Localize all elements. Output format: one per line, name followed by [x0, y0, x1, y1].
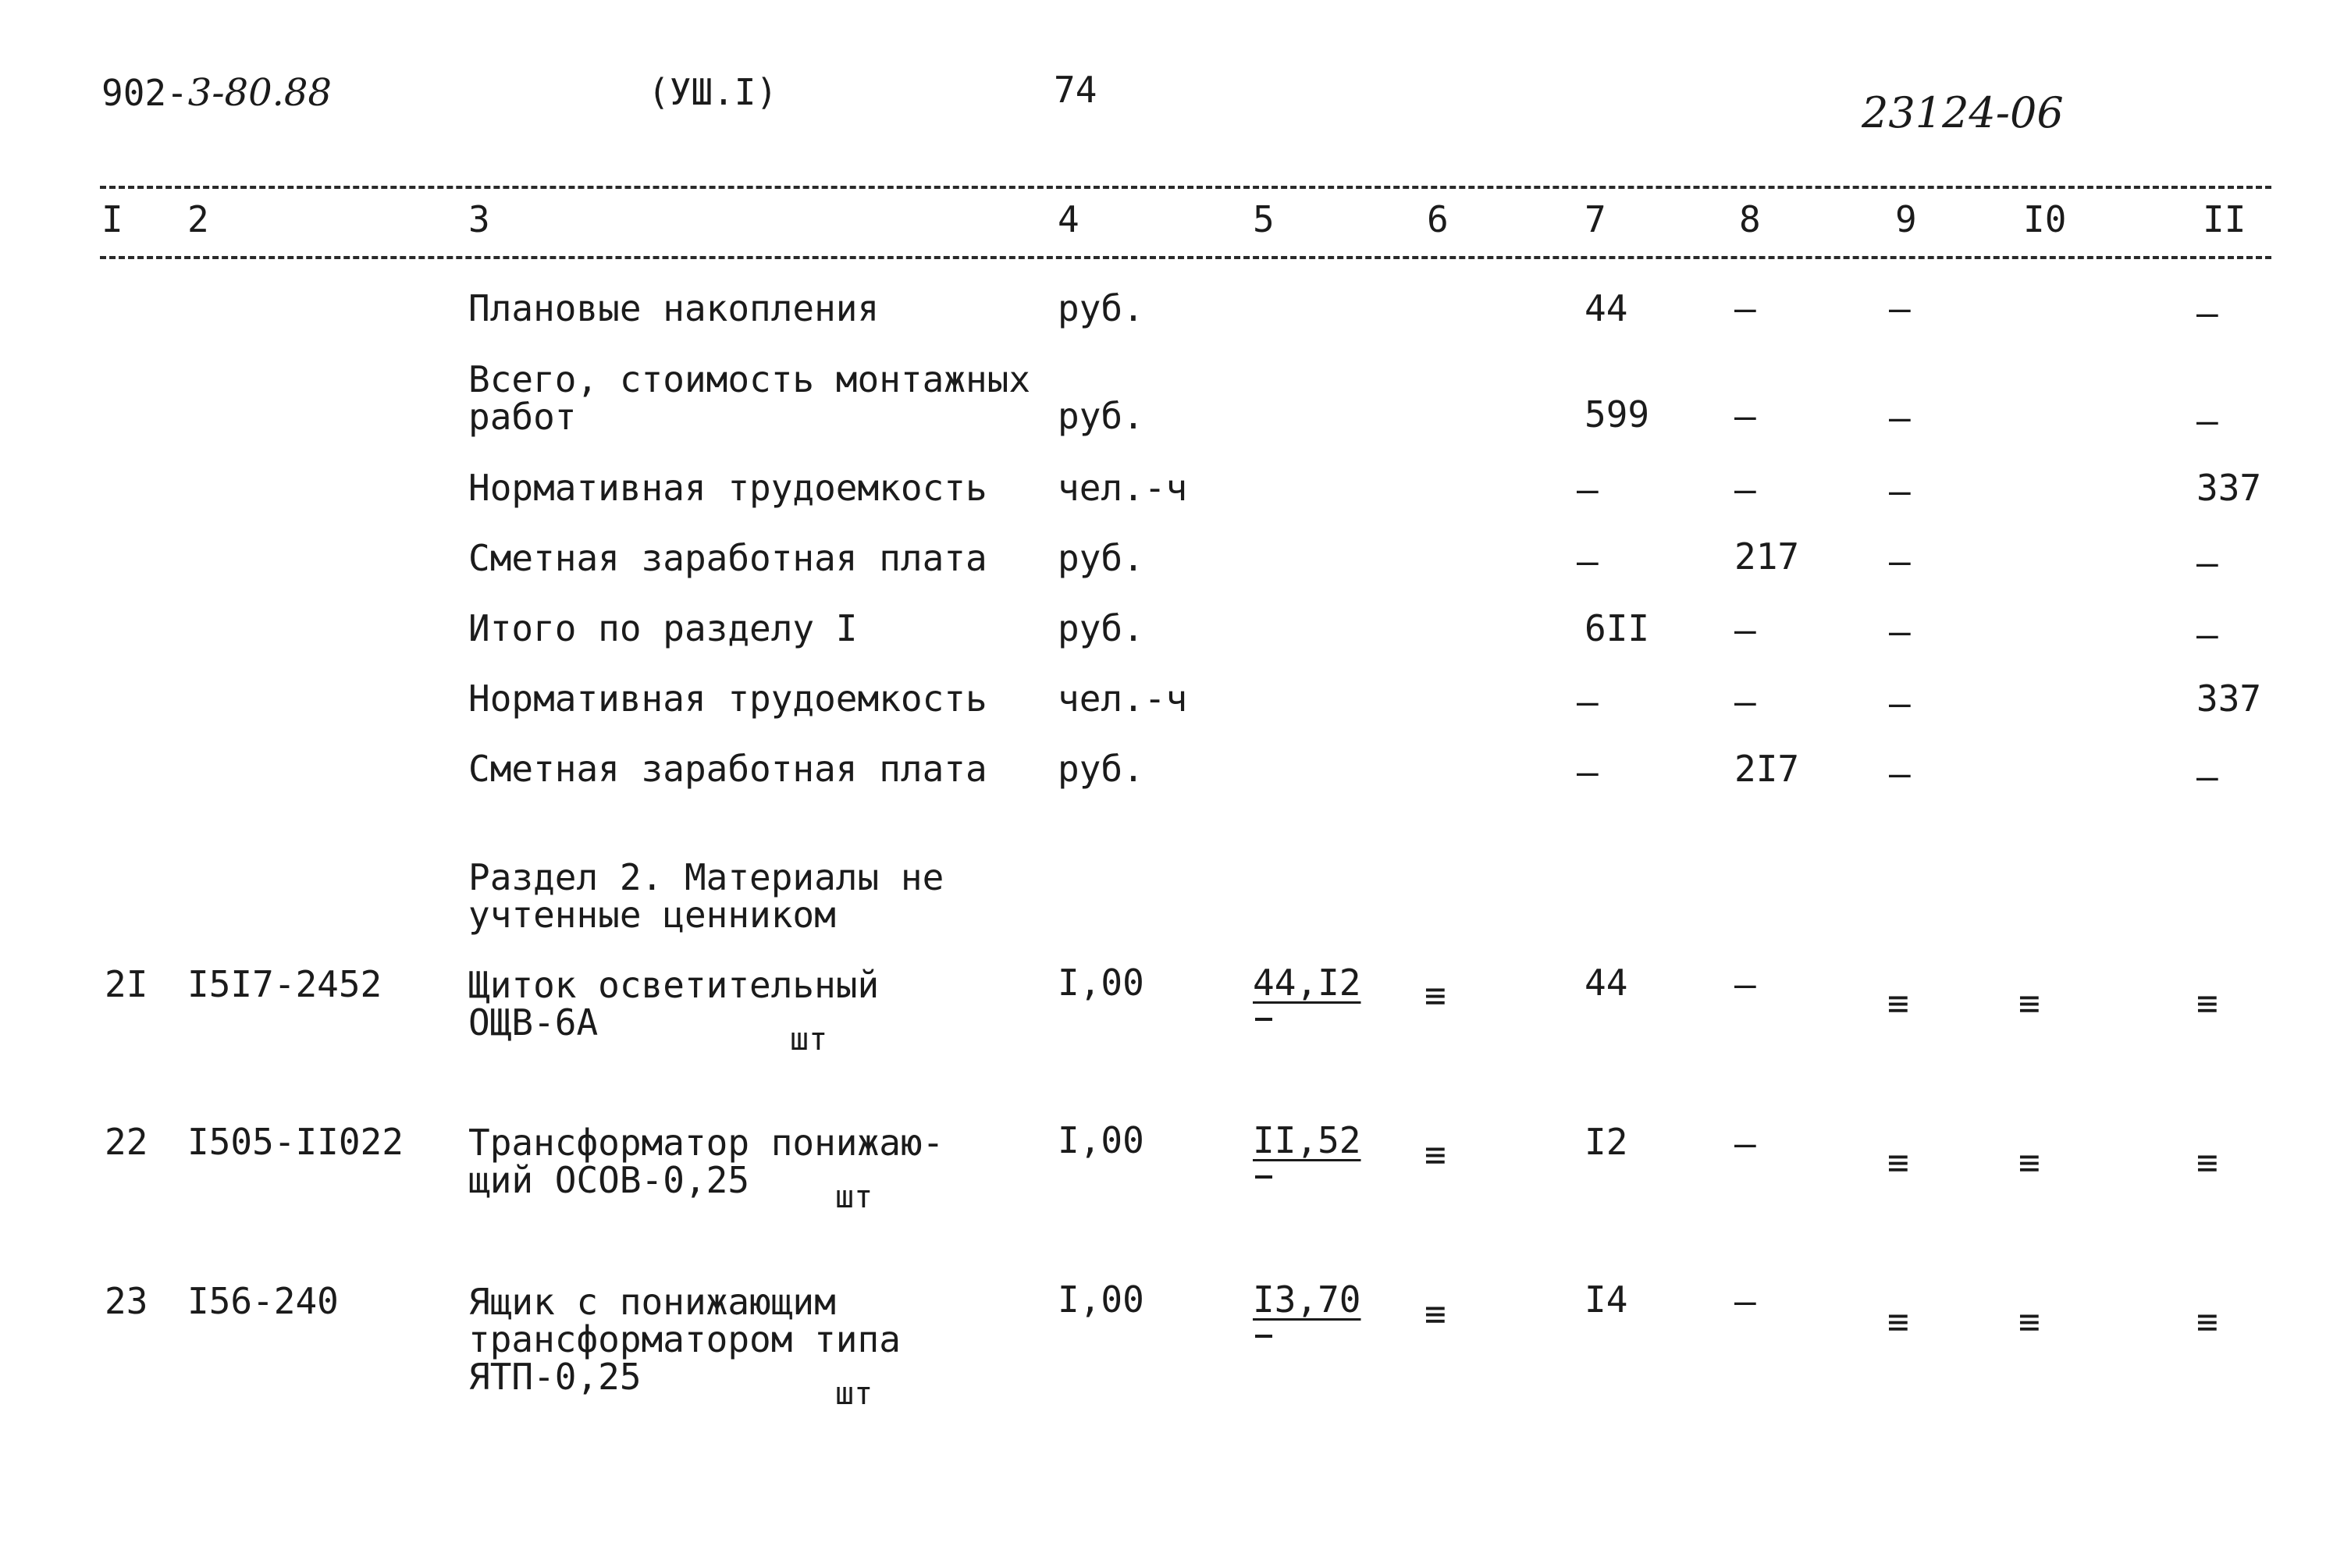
item-name: Трансформатор понижаю- щий ОСОВ-0,25	[468, 1122, 944, 1201]
row-unit: руб.	[1058, 537, 1144, 579]
doc-code-handwritten: 3-80.88	[187, 71, 332, 115]
price-dash	[1255, 1335, 1272, 1338]
item-col7: I2	[1585, 1121, 1628, 1163]
row-col11: –	[2196, 542, 2218, 584]
row-unit: чел.-ч	[1058, 677, 1188, 720]
item-code: I505-II022	[187, 1121, 404, 1163]
item-price: 44,I2	[1253, 962, 1361, 1004]
col-header-8: 8	[1739, 198, 1761, 240]
row-unit: чел.-ч	[1058, 467, 1188, 509]
row-col7: 599	[1585, 393, 1650, 436]
row-col8: 217	[1734, 535, 1800, 578]
item-price: II,52	[1253, 1119, 1361, 1161]
item-code: I5I7-2452	[187, 963, 382, 1005]
item-col11: ≡	[2196, 1300, 2218, 1342]
col-header-3: 3	[468, 198, 490, 240]
row-col9: –	[1889, 610, 1911, 652]
item-name: Ящик с понижающим трансформатором типа ЯТП-0,25	[468, 1281, 901, 1398]
item-col10: ≡	[2018, 982, 2040, 1024]
row-col9: –	[1889, 682, 1911, 724]
row-name: Нормативная трудоемкость	[468, 467, 987, 509]
item-qty: I,00	[1058, 1119, 1144, 1161]
row-col8: –	[1734, 681, 1756, 723]
section-2-title: Раздел 2. Материалы не учтенные ценником	[468, 856, 944, 936]
row-col9: –	[1889, 540, 1911, 582]
row-col8: –	[1734, 287, 1756, 329]
row-name: Сметная заработная плата	[468, 748, 987, 790]
col-header-1: I	[101, 198, 123, 240]
row-col7: –	[1577, 681, 1599, 723]
item-number: 22	[105, 1121, 148, 1163]
row-col11: 337	[2196, 677, 2262, 720]
row-name: Плановые накопления	[468, 287, 880, 329]
row-col8: –	[1734, 609, 1756, 651]
row-col8: –	[1734, 395, 1756, 437]
row-col11: –	[2196, 292, 2218, 334]
row-col8: 2I7	[1734, 748, 1800, 790]
doc-code-printed: 902-	[101, 72, 188, 114]
doc-code	[101, 71, 332, 115]
row-name: Всего, стоимость монтажных работ	[468, 358, 1031, 438]
item-unit: шт	[790, 1022, 828, 1058]
row-col9: –	[1889, 752, 1911, 795]
col-header-10: I0	[2023, 198, 2067, 240]
row-col11: –	[2196, 613, 2218, 656]
item-unit: шт	[835, 1179, 873, 1215]
item-name: Щиток осветительный ОЩВ-6А	[468, 964, 880, 1044]
row-col9: –	[1889, 396, 1911, 439]
archive-number: 23124-06	[1862, 88, 2064, 137]
item-qty: I,00	[1058, 1278, 1144, 1321]
item-col6: ≡	[1424, 1292, 1446, 1335]
header-rule-top	[100, 186, 2271, 189]
price-dash	[1255, 1175, 1272, 1179]
row-unit: руб.	[1058, 607, 1144, 649]
item-col8: –	[1734, 1122, 1756, 1164]
item-col9: ≡	[1887, 1141, 1909, 1183]
row-col9: –	[1889, 287, 1911, 329]
row-col7: 6II	[1585, 607, 1650, 649]
col-header-2: 2	[187, 198, 209, 240]
item-col8: –	[1734, 963, 1756, 1005]
col-header-6: 6	[1427, 198, 1449, 240]
item-col11: ≡	[2196, 982, 2218, 1024]
item-qty: I,00	[1058, 962, 1144, 1004]
item-col10: ≡	[2018, 1141, 2040, 1183]
item-price: I3,70	[1253, 1278, 1361, 1321]
row-col11: –	[2196, 756, 2218, 798]
col-header-5: 5	[1253, 198, 1275, 240]
row-unit: руб.	[1058, 748, 1144, 790]
row-col11: 337	[2196, 467, 2262, 509]
row-unit: руб.	[1058, 395, 1144, 437]
item-col6: ≡	[1424, 1133, 1446, 1175]
col-header-4: 4	[1058, 198, 1079, 240]
item-col8: –	[1734, 1280, 1756, 1322]
price-dash	[1255, 1018, 1272, 1021]
section-code: (УШ.I)	[648, 71, 778, 113]
item-col10: ≡	[2018, 1300, 2040, 1342]
item-col7: 44	[1585, 962, 1628, 1004]
item-code: I56-240	[187, 1280, 339, 1322]
col-header-11: II	[2203, 198, 2246, 240]
col-header-7: 7	[1585, 198, 1606, 240]
row-col8: –	[1734, 468, 1756, 510]
item-col7: I4	[1585, 1278, 1628, 1321]
row-col9: –	[1889, 470, 1911, 512]
row-col7: –	[1577, 540, 1599, 582]
row-unit: руб.	[1058, 287, 1144, 329]
col-header-9: 9	[1895, 198, 1917, 240]
row-col11: –	[2196, 400, 2218, 442]
row-col7: –	[1577, 468, 1599, 510]
row-col7: 44	[1585, 287, 1628, 329]
header-rule-bottom	[100, 256, 2271, 259]
row-name: Итого по разделу I	[468, 607, 858, 649]
item-number: 2I	[105, 963, 148, 1005]
item-unit: шт	[835, 1376, 873, 1412]
page-number: 74	[1054, 69, 1097, 111]
item-col9: ≡	[1887, 1300, 1909, 1342]
item-col6: ≡	[1424, 974, 1446, 1016]
item-col11: ≡	[2196, 1141, 2218, 1183]
item-number: 23	[105, 1280, 148, 1322]
item-col9: ≡	[1887, 982, 1909, 1024]
row-col7: –	[1577, 751, 1599, 793]
row-name: Нормативная трудоемкость	[468, 677, 987, 720]
row-name: Сметная заработная плата	[468, 537, 987, 579]
